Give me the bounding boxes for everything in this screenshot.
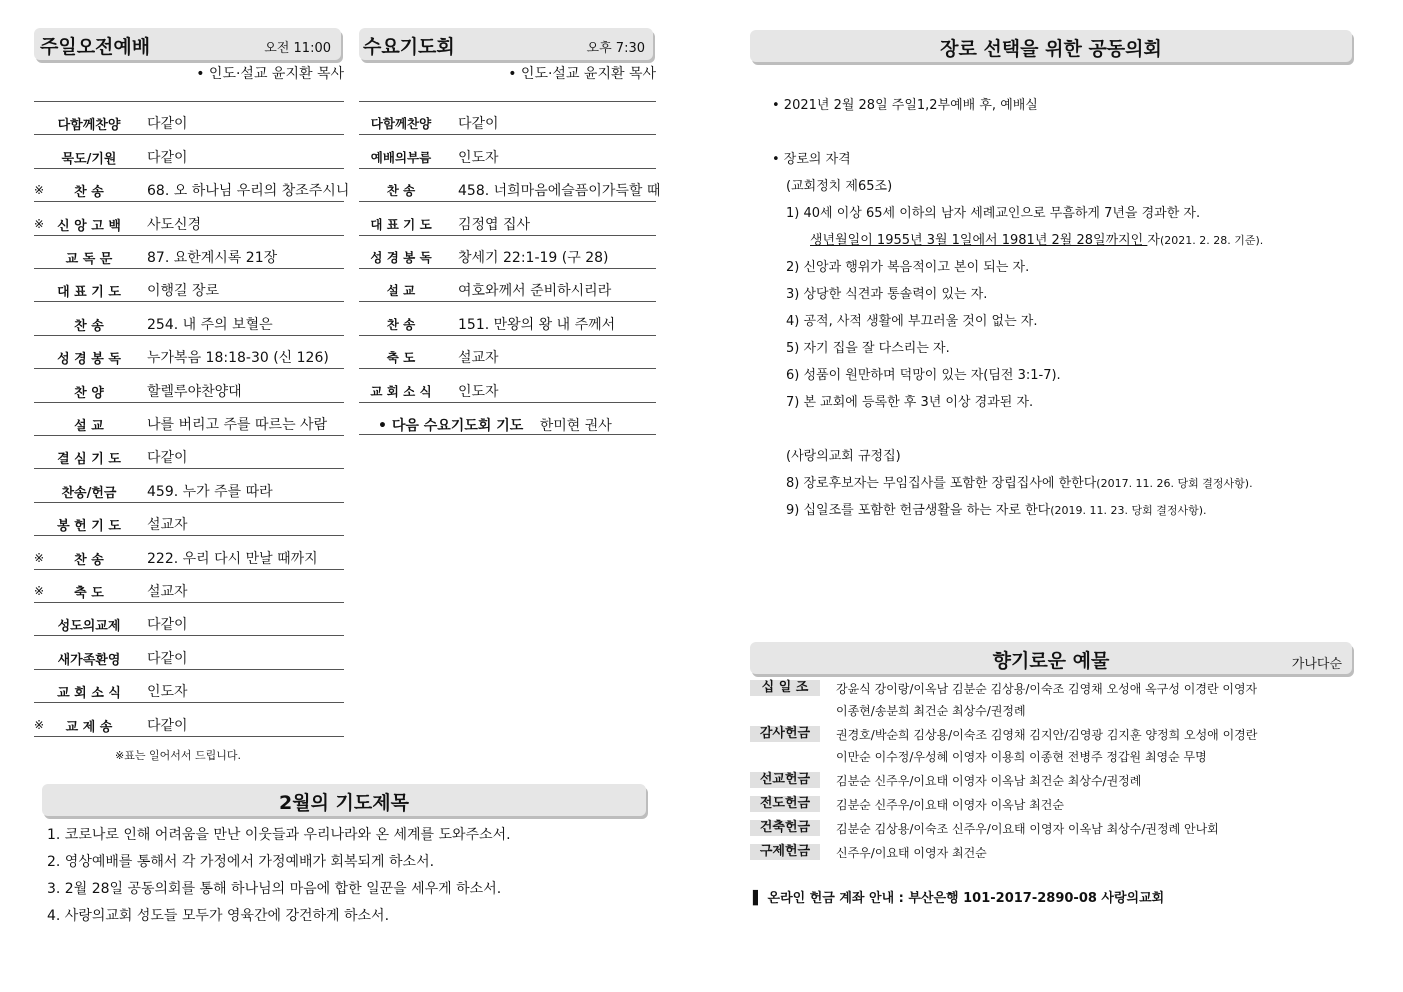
order-value: 다같이 <box>147 650 188 667</box>
church-constitution-ref: (교회정치 제65조) <box>786 179 893 194</box>
order-divider <box>34 168 344 169</box>
offering-category: 전도헌금 <box>750 796 820 812</box>
offering-names: 김분순 신주우/이요태 이영자 이옥남 최건순 최상수/권정례 <box>836 774 1142 788</box>
order-label: 다함께찬양 <box>370 116 432 132</box>
wed-next-divider <box>359 434 656 435</box>
order-divider <box>34 535 344 536</box>
order-value: 이행길 장로 <box>147 283 220 300</box>
order-value: 설교자 <box>147 517 188 534</box>
order-divider <box>34 702 344 703</box>
birthdate-suffix: 자 <box>1147 233 1160 248</box>
order-value: 254. 내 주의 보혈은 <box>147 316 273 333</box>
qualification-9-decision: (2019. 11. 23. 당회 결정사항). <box>1050 504 1207 517</box>
prayer-item: 4. 사랑의교회 성도들 모두가 영육간에 강건하게 하소서. <box>47 908 390 924</box>
offering-names: 신주우/이요태 이영자 최건순 <box>836 846 987 860</box>
order-label: 대 표 기 도 <box>370 216 432 232</box>
qualification-9-text: 9) 십일조를 포함한 헌금생활을 하는 자로 한다 <box>786 503 1051 518</box>
order-value: 222. 우리 다시 만날 때까지 <box>147 550 318 567</box>
sunday-top-rule <box>34 101 344 102</box>
standing-mark: ※ <box>34 717 45 732</box>
order-label: 성도의교제 <box>57 619 121 635</box>
qualification-7: 7) 본 교회에 등록한 후 3년 이상 경과된 자. <box>786 395 1034 410</box>
assembly-date: • 2021년 2월 28일 주일1,2부예배 후, 예배실 <box>772 98 1038 113</box>
order-value: 다같이 <box>147 717 188 734</box>
offering-category: 감사헌금 <box>750 726 820 742</box>
wednesday-officiant: • 인도·설교 윤지환 목사 <box>508 66 656 82</box>
next-prayer <box>378 415 612 435</box>
offering-names: 이종현/송분희 최건순 최상수/권정례 <box>836 704 1026 718</box>
order-divider <box>359 402 656 403</box>
standing-mark: ※ <box>34 584 45 598</box>
order-value: 할렐루야찬양대 <box>147 383 242 400</box>
order-value: 김정엽 집사 <box>458 216 531 233</box>
qualification-1: 1) 40세 이상 65세 이하의 남자 세례교인으로 무흠하게 7년을 경과한 자. <box>786 206 1201 221</box>
birthdate-basis: (2021. 2. 28. 기준). <box>1159 234 1264 247</box>
order-label: 교 제 송 <box>65 719 113 735</box>
order-divider <box>359 235 656 236</box>
offering-names: 이만순 이수정/우성혜 이영자 이용희 이종현 전병주 정갑원 최영순 무명 <box>836 750 1207 764</box>
qualification-title: • 장로의 자격 <box>772 152 851 167</box>
next-prayer-label: • 다음 수요기도회 기도 <box>378 418 524 434</box>
birthdate-range: 생년월일이 1955년 3월 1일에서 1981년 2월 28일까지인 <box>810 233 1148 248</box>
sunday-officiant: • 인도·설교 윤지환 목사 <box>196 66 344 82</box>
order-label: 찬 양 <box>74 385 104 401</box>
order-label: 다함께찬양 <box>57 118 121 134</box>
order-divider <box>34 235 344 236</box>
qualification-8 <box>786 472 1253 491</box>
order-divider <box>34 502 344 503</box>
order-label: 찬송/헌금 <box>61 485 117 501</box>
order-value: 인도자 <box>147 684 188 701</box>
qualification-3: 3) 상당한 식견과 통솔력이 있는 자. <box>786 287 988 302</box>
order-divider <box>34 602 344 603</box>
standing-note: ※표는 일어서서 드립니다. <box>115 749 241 762</box>
prayer-header <box>42 784 646 816</box>
order-divider <box>34 134 344 135</box>
offering-category: 선교헌금 <box>750 772 820 788</box>
order-label: 봉 헌 기 도 <box>57 519 121 535</box>
assembly-title: 장로 선택을 위한 공동의회 <box>940 38 1162 60</box>
prayer-item: 3. 2월 28일 공동의회를 통해 하나님의 마음에 합한 일꾼을 세우게 하소서. <box>47 881 502 897</box>
qualification-4: 4) 공적, 사적 생활에 부끄러울 것이 없는 자. <box>786 314 1038 329</box>
offering-category: 십 일 조 <box>750 680 820 696</box>
order-value: 다같이 <box>147 617 188 634</box>
order-value: 나를 버리고 주를 따르는 사람 <box>147 417 328 433</box>
order-value: 다같이 <box>458 116 499 133</box>
order-value: 68. 오 하나님 우리의 창조주시니 <box>147 183 350 200</box>
order-divider <box>359 368 656 369</box>
order-label: 결 심 기 도 <box>57 452 121 468</box>
qualification-9 <box>786 499 1207 518</box>
order-label: 새가족환영 <box>57 652 121 668</box>
order-label: 설 교 <box>386 283 416 299</box>
order-divider <box>34 301 344 302</box>
online-account-info: ▌ 온라인 헌금 계좌 안내 : 부산은행 101-2017-2890-08 사랑의교회 <box>753 891 1165 906</box>
church-rules-ref: (사랑의교회 규정집) <box>786 449 901 464</box>
offering-header <box>750 642 1352 674</box>
order-label: 교 회 소 식 <box>370 383 432 399</box>
qualification-6: 6) 성품이 원만하며 덕망이 있는 자(딤전 3:1-7). <box>786 368 1061 383</box>
order-label: 축 도 <box>386 350 416 366</box>
offering-names: 강윤식 강이랑/이옥남 김분순 김상용/이숙조 김영채 오성애 옥구성 이경란 이영자 <box>836 682 1258 696</box>
prayer-item: 1. 코로나로 인해 어려움을 만난 이웃들과 우리나라와 온 세계를 도와주소서. <box>47 827 511 843</box>
order-label: 교 회 소 식 <box>57 686 121 702</box>
order-divider <box>34 335 344 336</box>
order-value: 설교자 <box>147 584 188 600</box>
prayer-title: 2월의 기도제목 <box>279 792 409 814</box>
order-value: 458. 너희마음에슬픔이가득할 때 <box>458 183 661 200</box>
order-label: 묵도/기원 <box>61 151 117 167</box>
order-label: 찬 송 <box>74 552 104 568</box>
qualification-8-text: 8) 장로후보자는 무임집사를 포함한 장립집사에 한한다 <box>786 476 1097 491</box>
order-label: 신 앙 고 백 <box>57 218 121 234</box>
order-value: 인도자 <box>458 149 499 166</box>
qualification-2: 2) 신앙과 행위가 복음적이고 본이 되는 자. <box>786 260 1030 275</box>
offering-names: 김분순 김상용/이숙조 신주우/이요태 이영자 이옥남 최상수/권정례 안나회 <box>836 822 1219 836</box>
wed-top-rule <box>359 101 656 102</box>
order-divider <box>34 268 344 269</box>
order-value: 여호와께서 준비하시리라 <box>458 283 612 300</box>
offering-title: 향기로운 예물 <box>992 650 1110 672</box>
order-label: 성 경 봉 독 <box>370 250 432 265</box>
sunday-time: 오전 11:00 <box>264 41 331 56</box>
sunday-header <box>34 28 341 60</box>
order-divider <box>359 301 656 302</box>
order-label: 축 도 <box>74 586 104 601</box>
order-value: 설교자 <box>458 350 499 367</box>
order-divider <box>34 635 344 636</box>
order-label: 대 표 기 도 <box>57 285 121 301</box>
order-label: 찬 송 <box>74 318 104 334</box>
order-divider <box>359 335 656 336</box>
wednesday-header <box>359 28 653 60</box>
order-divider <box>34 402 344 403</box>
order-label: 설 교 <box>74 419 104 434</box>
order-value: 151. 만왕의 왕 내 주께서 <box>458 316 616 333</box>
wednesday-title: 수요기도회 <box>363 36 455 58</box>
order-value: 459. 누가 주를 따라 <box>147 483 273 500</box>
order-label: 찬 송 <box>386 183 416 199</box>
offering-names: 김분순 신주우/이요태 이영자 이옥남 최건순 <box>836 798 1064 812</box>
order-divider <box>34 435 344 436</box>
order-divider <box>34 201 344 202</box>
order-divider <box>359 268 656 269</box>
order-value: 사도신경 <box>147 216 202 233</box>
order-value: 다같이 <box>147 149 188 166</box>
sunday-title: 주일오전예배 <box>40 36 151 58</box>
order-divider <box>359 168 656 169</box>
order-label: 예배의부름 <box>370 149 432 165</box>
order-value: 누가복음 18:18-30 (신 126) <box>147 350 329 367</box>
next-prayer-value: 한미현 권사 <box>539 418 612 434</box>
standing-mark: ※ <box>34 216 45 231</box>
order-value: 창세기 22:1-19 (구 28) <box>458 250 609 266</box>
order-divider <box>359 134 656 135</box>
order-divider <box>359 201 656 202</box>
order-label: 성 경 봉 독 <box>57 352 121 368</box>
order-value: 인도자 <box>458 383 499 400</box>
qualification-8-decision: (2017. 11. 26. 당회 결정사항). <box>1096 477 1253 490</box>
order-label: 교 독 문 <box>65 252 113 267</box>
wednesday-time: 오후 7:30 <box>586 41 645 56</box>
standing-mark: ※ <box>34 183 45 198</box>
qualification-1-birthdate <box>810 229 1263 248</box>
order-divider <box>34 669 344 670</box>
offering-sort-note: 가나다순 <box>1291 657 1342 672</box>
order-divider <box>34 736 344 737</box>
order-divider <box>34 569 344 570</box>
order-divider <box>34 468 344 469</box>
order-divider <box>34 368 344 369</box>
order-value: 87. 요한계시록 21장 <box>147 250 278 266</box>
order-value: 다같이 <box>147 450 188 467</box>
order-value: 다같이 <box>147 116 188 133</box>
qualification-5: 5) 자기 집을 잘 다스리는 자. <box>786 341 950 356</box>
prayer-item: 2. 영상예배를 통해서 각 가정에서 가정예배가 회복되게 하소서. <box>47 854 435 870</box>
assembly-header <box>750 30 1352 62</box>
offering-names: 권경호/박순희 김상용/이숙조 김영채 김지안/김영광 김지훈 양정희 오성애 이경란 <box>836 728 1258 742</box>
standing-mark: ※ <box>34 550 45 565</box>
order-label: 찬 송 <box>386 316 416 332</box>
order-label: 찬 송 <box>74 185 104 201</box>
offering-category: 구제헌금 <box>750 844 820 860</box>
offering-category: 건축헌금 <box>750 820 820 836</box>
